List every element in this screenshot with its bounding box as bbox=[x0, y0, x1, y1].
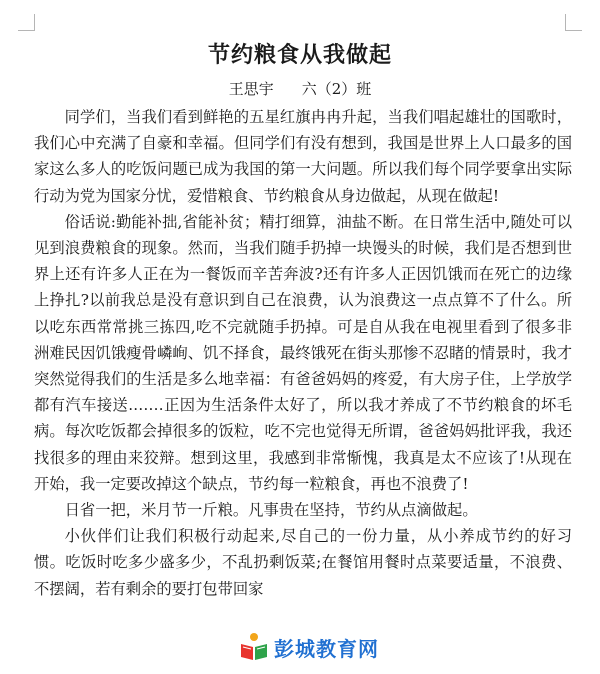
page-corner-mark-top-right bbox=[565, 14, 582, 31]
page-corner-mark-top-left bbox=[18, 14, 35, 31]
watermark-text: 彭城教育网 bbox=[274, 633, 379, 662]
article-body bbox=[34, 104, 572, 602]
author-class: 六（2）班 bbox=[301, 80, 372, 98]
paragraph-2: 俗话说:勤能补拙,省能补贫；精打细算，油盐不断。在日常生活中,随处可以见到浪费粮食的现象。然而，当我们随手扔掉一块馒头的时候，我们是否想到世界上还有许多人正在为一餐饭而辛苦奔波?还有许多人正因饥饿而在死亡的边缘上挣扎?以前我总是没有意识到自己在浪费，认为浪费这一点点算不了什么。所以吃东西常常挑三拣四,吃不完就随手扔掉。可是自从我在电视里看到了很多非洲难民因饥饿瘦骨嶙峋、饥不择食，最终饿死在街头那惨不忍睹的情景时，我才突然觉得我们的生活是多么地幸福：有爸爸妈妈的疼爱，有大房子住，上学放学都有汽车接送.……正因为生活条件太好了，所以我才养成了不节约粮食的坏毛病。每次吃饭都会掉很多的饭粒，吃不完也觉得无所谓，爸爸妈妈批评我，我还找很多的理由来狡辩。想到这里，我感到非常惭愧，我真是太不应该了!从现在开始，我一定要改掉这个缺点，节约每一粒粮食，再也不浪费了! bbox=[34, 212, 572, 493]
author-name: 王思宇 bbox=[228, 80, 274, 98]
site-watermark bbox=[238, 632, 379, 662]
paragraph-4: 小伙伴们让我们积极行动起来,尽自己的一份力量，从小养成节约的好习惯。吃饭时吃多少盛多少，不乱扔剩饭菜;在餐馆用餐时点菜要适量，不浪费、不摆阔，若有剩余的要打包带回家 bbox=[34, 527, 572, 598]
paragraph-1: 同学们，当我们看到鲜艳的五星红旗冉冉升起，当我们唱起雄壮的国歌时，我们心中充满了自豪和幸福。但同学们有没有想到，我国是世界上人口最多的国家这么多人的吃饭问题已成为我国的第一大问题。所以我们每个同学要拿出实际行动为党为国家分忧，爱惜粮食、节约粮食从身边做起，从现在做起! bbox=[34, 108, 572, 205]
paragraph-3: 日省一把，米月节一斤粮。凡事贵在坚持，节约从点滴做起。 bbox=[64, 501, 478, 520]
book-logo-icon bbox=[238, 632, 270, 662]
author-line bbox=[0, 78, 600, 99]
document-title: 节约粮食从我做起 bbox=[207, 42, 392, 68]
